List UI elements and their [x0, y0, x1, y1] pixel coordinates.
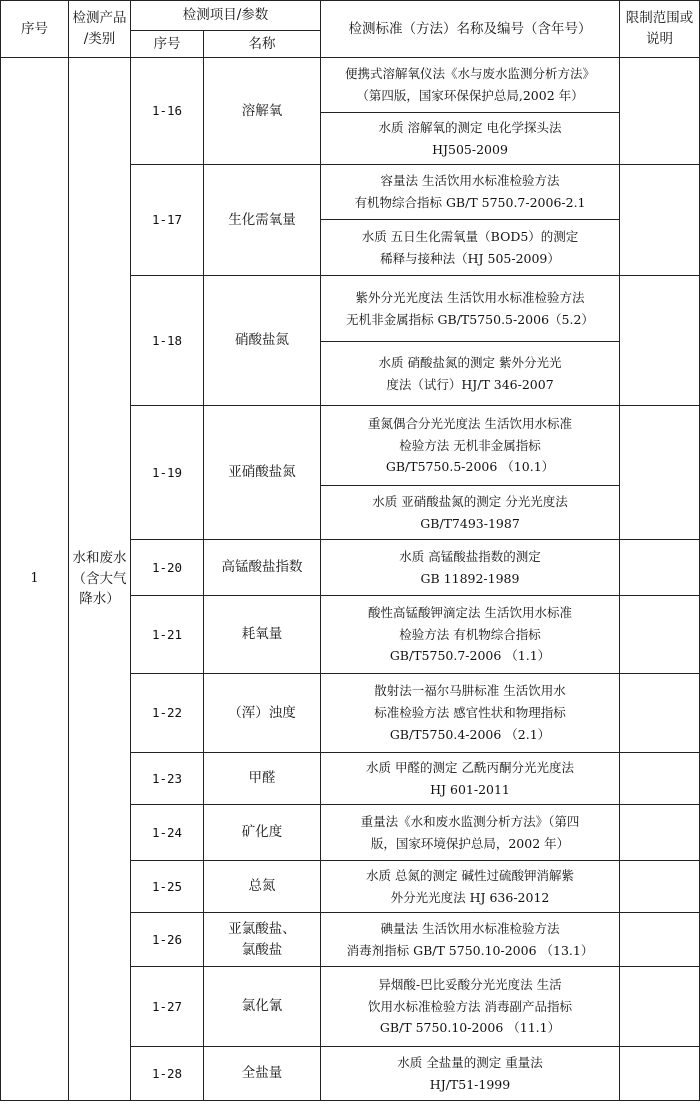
- standard-cell: [321, 1047, 620, 1101]
- col-header-seq: 序号: [1, 1, 69, 58]
- standard-line: 无机非金属指标 GB/T5750.5-2006（5.2）: [346, 311, 594, 327]
- limit-cell: [620, 913, 700, 967]
- col-header-standard: 检测标准（方法）名称及编号（含年号）: [321, 1, 620, 58]
- group-product-line: 降水）: [79, 591, 120, 608]
- limit-cell: [620, 596, 700, 674]
- standard-line: GB/T5750.7-2006 （1.1）: [389, 648, 551, 664]
- item-name-cell: [204, 753, 321, 805]
- limit-cell: [620, 805, 700, 861]
- standard-line: 酸性高锰酸钾滴定法 生活饮用水标准: [368, 604, 572, 620]
- col-header-limit-line2: 说明: [646, 31, 673, 47]
- standard-line: 异烟酸-巴比妥酸分光光度法 生活: [378, 976, 562, 992]
- col-header-limit: [620, 1, 700, 58]
- item-code-cell: 1-17: [131, 165, 204, 276]
- standard-cell: [321, 486, 620, 540]
- limit-cell: [620, 753, 700, 805]
- col-header-item-group: 检测项目/参数: [131, 1, 321, 31]
- item-code-cell: 1-18: [131, 276, 204, 406]
- item-name-line: 全盐量: [241, 1065, 283, 1082]
- item-name-line: 氯化氰: [241, 998, 283, 1015]
- item-name-cell: [204, 165, 321, 276]
- standard-line: 紫外分光光度法 生活饮用水标准检验方法: [355, 289, 585, 305]
- item-name-line: 耗氧量: [241, 626, 283, 643]
- item-name-cell: [204, 540, 321, 596]
- standard-line: HJ505-2009: [432, 141, 508, 157]
- standard-line: GB/T 5750.10-2006 （11.1）: [379, 1020, 561, 1036]
- item-name-cell: [204, 805, 321, 861]
- standard-line: 水质 甲醛的测定 乙酰丙酮分光光度法: [366, 759, 574, 775]
- group-seq-cell: 1: [1, 58, 69, 1101]
- standard-line: HJ/T51-1999: [429, 1076, 511, 1092]
- standard-cell: [321, 276, 620, 342]
- standard-line: 散射法一福尔马肼标准 生活饮用水: [374, 683, 566, 699]
- standard-line: 消毒剂指标 GB/T 5750.10-2006 （13.1）: [346, 942, 594, 958]
- standard-line: 外分光光度法 HJ 636-2012: [390, 889, 550, 905]
- standard-cell: [321, 220, 620, 276]
- standard-line: （第四版，国家环保保护总局,2002 年）: [356, 88, 584, 103]
- group-product-line: （含大气: [72, 570, 127, 587]
- item-name-line: （浑）浊度: [228, 704, 296, 721]
- item-name-line: 亚硝酸盐氮: [228, 464, 296, 481]
- standard-line: 水质 亚硝酸盐氮的测定 分光光度法: [372, 493, 568, 509]
- limit-cell: [620, 165, 700, 276]
- standard-line: 重氮偶合分光光度法 生活饮用水标准: [368, 415, 572, 431]
- standard-line: 水质 全盐量的测定 重量法: [397, 1054, 543, 1070]
- standard-line: GB 11892-1989: [420, 570, 520, 586]
- col-header-product-line2: /类别: [83, 31, 116, 47]
- standard-line: 有机物综合指标 GB/T 5750.7-2006-2.1: [354, 195, 586, 210]
- col-header-item-name: 名称: [204, 31, 321, 58]
- standard-line: 重量法《水和废水监测分析方法》（第四: [360, 813, 580, 829]
- limit-cell: [620, 1047, 700, 1101]
- standard-line: 饮用水标准检验方法 消毒副产品指标: [368, 998, 572, 1014]
- standard-line: 版，国家环境保护总局，2002 年）: [370, 835, 570, 851]
- col-header-product-line1: 检测产品: [72, 10, 127, 27]
- item-code-cell: 1-21: [131, 596, 204, 674]
- standard-cell: [321, 58, 620, 113]
- standard-line: 水质 溶解氧的测定 电化学探头法: [378, 119, 562, 135]
- standard-line: 水质 五日生化需氧量（BOD5）的测定: [361, 228, 579, 244]
- limit-cell: [620, 967, 700, 1047]
- header-row-1: [1, 1, 700, 31]
- standard-cell: [321, 540, 620, 596]
- item-code-cell: 1-23: [131, 753, 204, 805]
- item-name-cell: [204, 596, 321, 674]
- standard-cell: [321, 967, 620, 1047]
- standard-line: GB/T7493-1987: [420, 515, 520, 531]
- standard-line: GB/T5750.5-2006 （10.1）: [385, 459, 555, 475]
- standard-line: 碘量法 生活饮用水标准检验方法: [380, 920, 560, 936]
- standard-cell: [321, 861, 620, 913]
- standard-line: 标准检验方法 感官性状和物理指标: [374, 705, 566, 721]
- item-name-cell: [204, 276, 321, 406]
- item-name-line: 高锰酸盐指数: [221, 559, 303, 576]
- standard-line: 稀释与接种法（HJ 505-2009）: [380, 250, 560, 266]
- item-name-cell: [204, 967, 321, 1047]
- limit-cell: [620, 674, 700, 753]
- standard-cell: [321, 674, 620, 753]
- limit-cell: [620, 540, 700, 596]
- standard-line: GB/T5750.4-2006 （2.1）: [389, 726, 551, 742]
- item-name-line: 总氮: [248, 878, 276, 895]
- item-name-cell: [204, 674, 321, 753]
- item-name-line: 生化需氧量: [228, 211, 296, 228]
- item-name-line: 溶解氧: [241, 102, 283, 119]
- item-code-cell: 1-28: [131, 1047, 204, 1101]
- item-name-line: 亚氯酸盐、: [228, 920, 296, 937]
- standard-line: 检验方法 有机物综合指标: [399, 626, 541, 642]
- standard-line: 水质 硝酸盐氮的测定 紫外分光光: [378, 354, 562, 370]
- standard-line: HJ 601-2011: [430, 781, 510, 797]
- col-header-limit-line1: 限制范围或: [625, 10, 694, 27]
- standard-cell: [321, 406, 620, 486]
- item-name-line: 氯酸盐: [241, 941, 283, 958]
- item-name-line: 硝酸盐氮: [235, 332, 289, 349]
- item-code-cell: 1-26: [131, 913, 204, 967]
- standard-cell: [321, 753, 620, 805]
- item-code-cell: 1-22: [131, 674, 204, 753]
- col-header-product: [69, 1, 131, 58]
- col-header-item-seq: 序号: [131, 31, 204, 58]
- standard-line: 度法（试行）HJ/T 346-2007: [386, 376, 554, 392]
- item-name-cell: [204, 913, 321, 967]
- item-name-cell: [204, 58, 321, 165]
- item-code-cell: 1-20: [131, 540, 204, 596]
- limit-cell: [620, 58, 700, 165]
- item-code-cell: 1-19: [131, 406, 204, 540]
- standard-cell: [321, 596, 620, 674]
- item-name-cell: [204, 406, 321, 540]
- limit-cell: [620, 861, 700, 913]
- table-body: [1, 58, 700, 1101]
- standard-line: 水质 高锰酸盐指数的测定: [399, 548, 541, 564]
- item-code-cell: 1-25: [131, 861, 204, 913]
- standard-line: 容量法 生活饮用水标准检验方法: [380, 173, 560, 189]
- limit-cell: [620, 276, 700, 406]
- standard-line: 水质 总氮的测定 碱性过硫酸钾消解紫: [366, 867, 574, 883]
- group-product-cell: [69, 58, 131, 1101]
- standard-cell: [321, 165, 620, 220]
- group-product-line: 水和废水: [72, 549, 127, 566]
- limit-cell: [620, 406, 700, 540]
- table-row: [1, 58, 700, 113]
- standard-line: 检验方法 无机非金属指标: [399, 437, 541, 453]
- item-name-cell: [204, 861, 321, 913]
- standard-cell: [321, 113, 620, 165]
- standard-cell: [321, 805, 620, 861]
- item-code-cell: 1-27: [131, 967, 204, 1047]
- item-code-cell: 1-16: [131, 58, 204, 165]
- standard-line: 便携式溶解氧仪法《水与废水监测分析方法》: [344, 66, 595, 82]
- item-code-cell: 1-24: [131, 805, 204, 861]
- item-name-line: 矿化度: [241, 824, 283, 841]
- item-name-cell: [204, 1047, 321, 1101]
- standard-cell: [321, 342, 620, 406]
- item-name-line: 甲醛: [248, 770, 276, 787]
- standard-cell: [321, 913, 620, 967]
